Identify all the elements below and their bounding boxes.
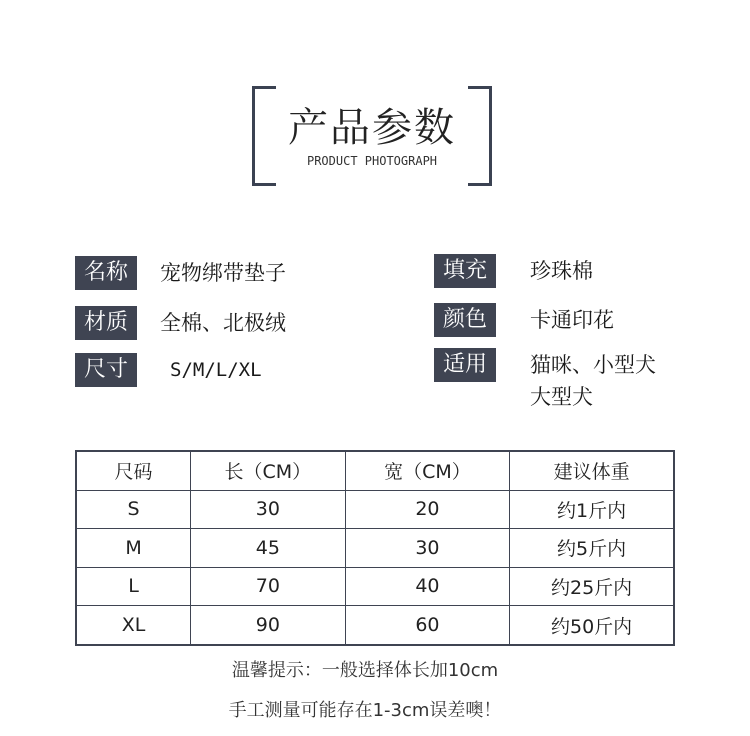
table-cell: L <box>76 567 191 606</box>
frame-top-left-edge <box>252 86 276 89</box>
frame-bottom-right-edge <box>468 183 492 186</box>
frame-bottom-left-edge <box>252 183 276 186</box>
spec-label-material: 材质 <box>75 306 137 340</box>
frame-top-right-edge <box>468 86 492 89</box>
table-cell: 40 <box>345 567 510 606</box>
table-row <box>76 567 674 606</box>
table-row <box>76 529 674 568</box>
table-cell: S <box>76 490 191 529</box>
table-cell: 45 <box>191 529 346 568</box>
table-cell: 约5斤内 <box>510 529 674 568</box>
spec-label-name: 名称 <box>75 256 137 290</box>
table-cell: 70 <box>191 567 346 606</box>
spec-value-use-line1: 猫咪、小型犬 <box>530 353 656 377</box>
table-header: 尺码 <box>76 451 191 490</box>
table-header: 建议体重 <box>510 451 674 490</box>
size-table <box>75 450 675 646</box>
spec-value-size: S/M/L/XL <box>170 359 262 381</box>
tip-line-1: 温馨提示：一般选择体长加10cm <box>231 660 499 681</box>
spec-value-fill: 珍珠棉 <box>530 259 593 283</box>
table-cell: 约1斤内 <box>510 490 674 529</box>
spec-label-fill: 填充 <box>434 254 496 288</box>
spec-value-use-line2: 大型犬 <box>530 385 593 409</box>
spec-label-color: 颜色 <box>434 303 496 337</box>
table-header: 长（CM） <box>191 451 346 490</box>
page-title: 产品参数 <box>288 105 456 151</box>
spec-value-color: 卡通印花 <box>530 308 614 332</box>
table-cell: 90 <box>191 606 346 645</box>
table-header: 宽（CM） <box>345 451 510 490</box>
spec-label-size: 尺寸 <box>75 353 137 387</box>
title-frame <box>252 86 492 186</box>
table-cell: XL <box>76 606 191 645</box>
page-subtitle: PRODUCT PHOTOGRAPH <box>306 154 438 168</box>
spec-value-name: 宠物绑带垫子 <box>160 261 286 285</box>
table-cell: 20 <box>345 490 510 529</box>
table-row <box>76 606 674 645</box>
table-row <box>76 490 674 529</box>
table-cell: 约50斤内 <box>510 606 674 645</box>
table-cell: M <box>76 529 191 568</box>
table-cell: 30 <box>191 490 346 529</box>
spec-label-use: 适用 <box>434 348 496 382</box>
table-cell: 约25斤内 <box>510 567 674 606</box>
table-header-row <box>76 451 674 490</box>
spec-value-material: 全棉、北极绒 <box>160 311 286 335</box>
table-cell: 60 <box>345 606 510 645</box>
table-cell: 30 <box>345 529 510 568</box>
tip-line-2: 手工测量可能存在1-3cm误差噢！ <box>228 700 502 721</box>
